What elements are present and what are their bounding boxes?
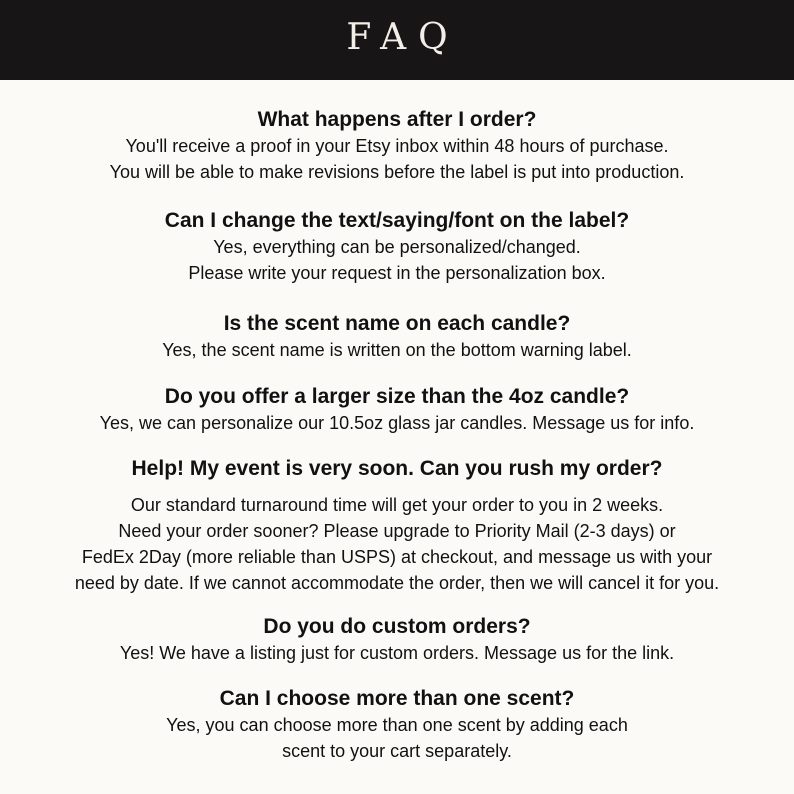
faq-answer-line: Yes, you can choose more than one scent by adding each — [166, 715, 628, 735]
faq-question: Help! My event is very soon. Can you rush my order? — [131, 457, 663, 480]
faq-answer-line: Yes, everything can be personalized/changed. — [213, 237, 581, 257]
page-title: FAQ — [346, 17, 460, 58]
faq-item-multiple-scents — [0, 686, 794, 764]
faq-item-rush-order — [0, 456, 794, 596]
faq-answer-line: need by date. If we cannot accommodate the order, then we will cancel it for you. — [74, 573, 720, 593]
faq-answer-line: FedEx 2Day (more reliable than USPS) at checkout, and message us with your — [81, 547, 713, 567]
faq-answer-line: Yes, the scent name is written on the bottom warning label. — [162, 340, 632, 360]
faq-answer-line: You will be able to make revisions before the label is put into production. — [109, 162, 685, 182]
faq-item-custom-orders — [0, 614, 794, 666]
faq-header — [0, 0, 794, 80]
faq-question: What happens after I order? — [257, 108, 537, 131]
faq-question: Do you offer a larger size than the 4oz candle? — [164, 385, 630, 408]
faq-item-after-order — [0, 107, 794, 185]
faq-answer-line: Our standard turnaround time will get your order to you in 2 weeks. — [130, 495, 664, 515]
faq-answer-line: scent to your cart separately. — [282, 741, 512, 761]
faq-answer-line: Please write your request in the personalization box. — [188, 263, 606, 283]
faq-question: Can I choose more than one scent? — [219, 687, 575, 710]
faq-question: Do you do custom orders? — [263, 615, 531, 638]
faq-answer-line: You'll receive a proof in your Etsy inbox within 48 hours of purchase. — [125, 136, 669, 156]
faq-answer-line: Yes, we can personalize our 10.5oz glass jar candles. Message us for info. — [99, 413, 695, 433]
faq-question: Is the scent name on each candle? — [223, 312, 571, 335]
faq-answer-line: Need your order sooner? Please upgrade to Priority Mail (2-3 days) or — [118, 521, 676, 541]
faq-question: Can I change the text/saying/font on the label? — [164, 209, 630, 232]
faq-item-larger-size — [0, 384, 794, 436]
faq-item-scent-name — [0, 311, 794, 363]
faq-item-change-text — [0, 208, 794, 286]
faq-answer-line: Yes! We have a listing just for custom orders. Message us for the link. — [119, 643, 675, 663]
